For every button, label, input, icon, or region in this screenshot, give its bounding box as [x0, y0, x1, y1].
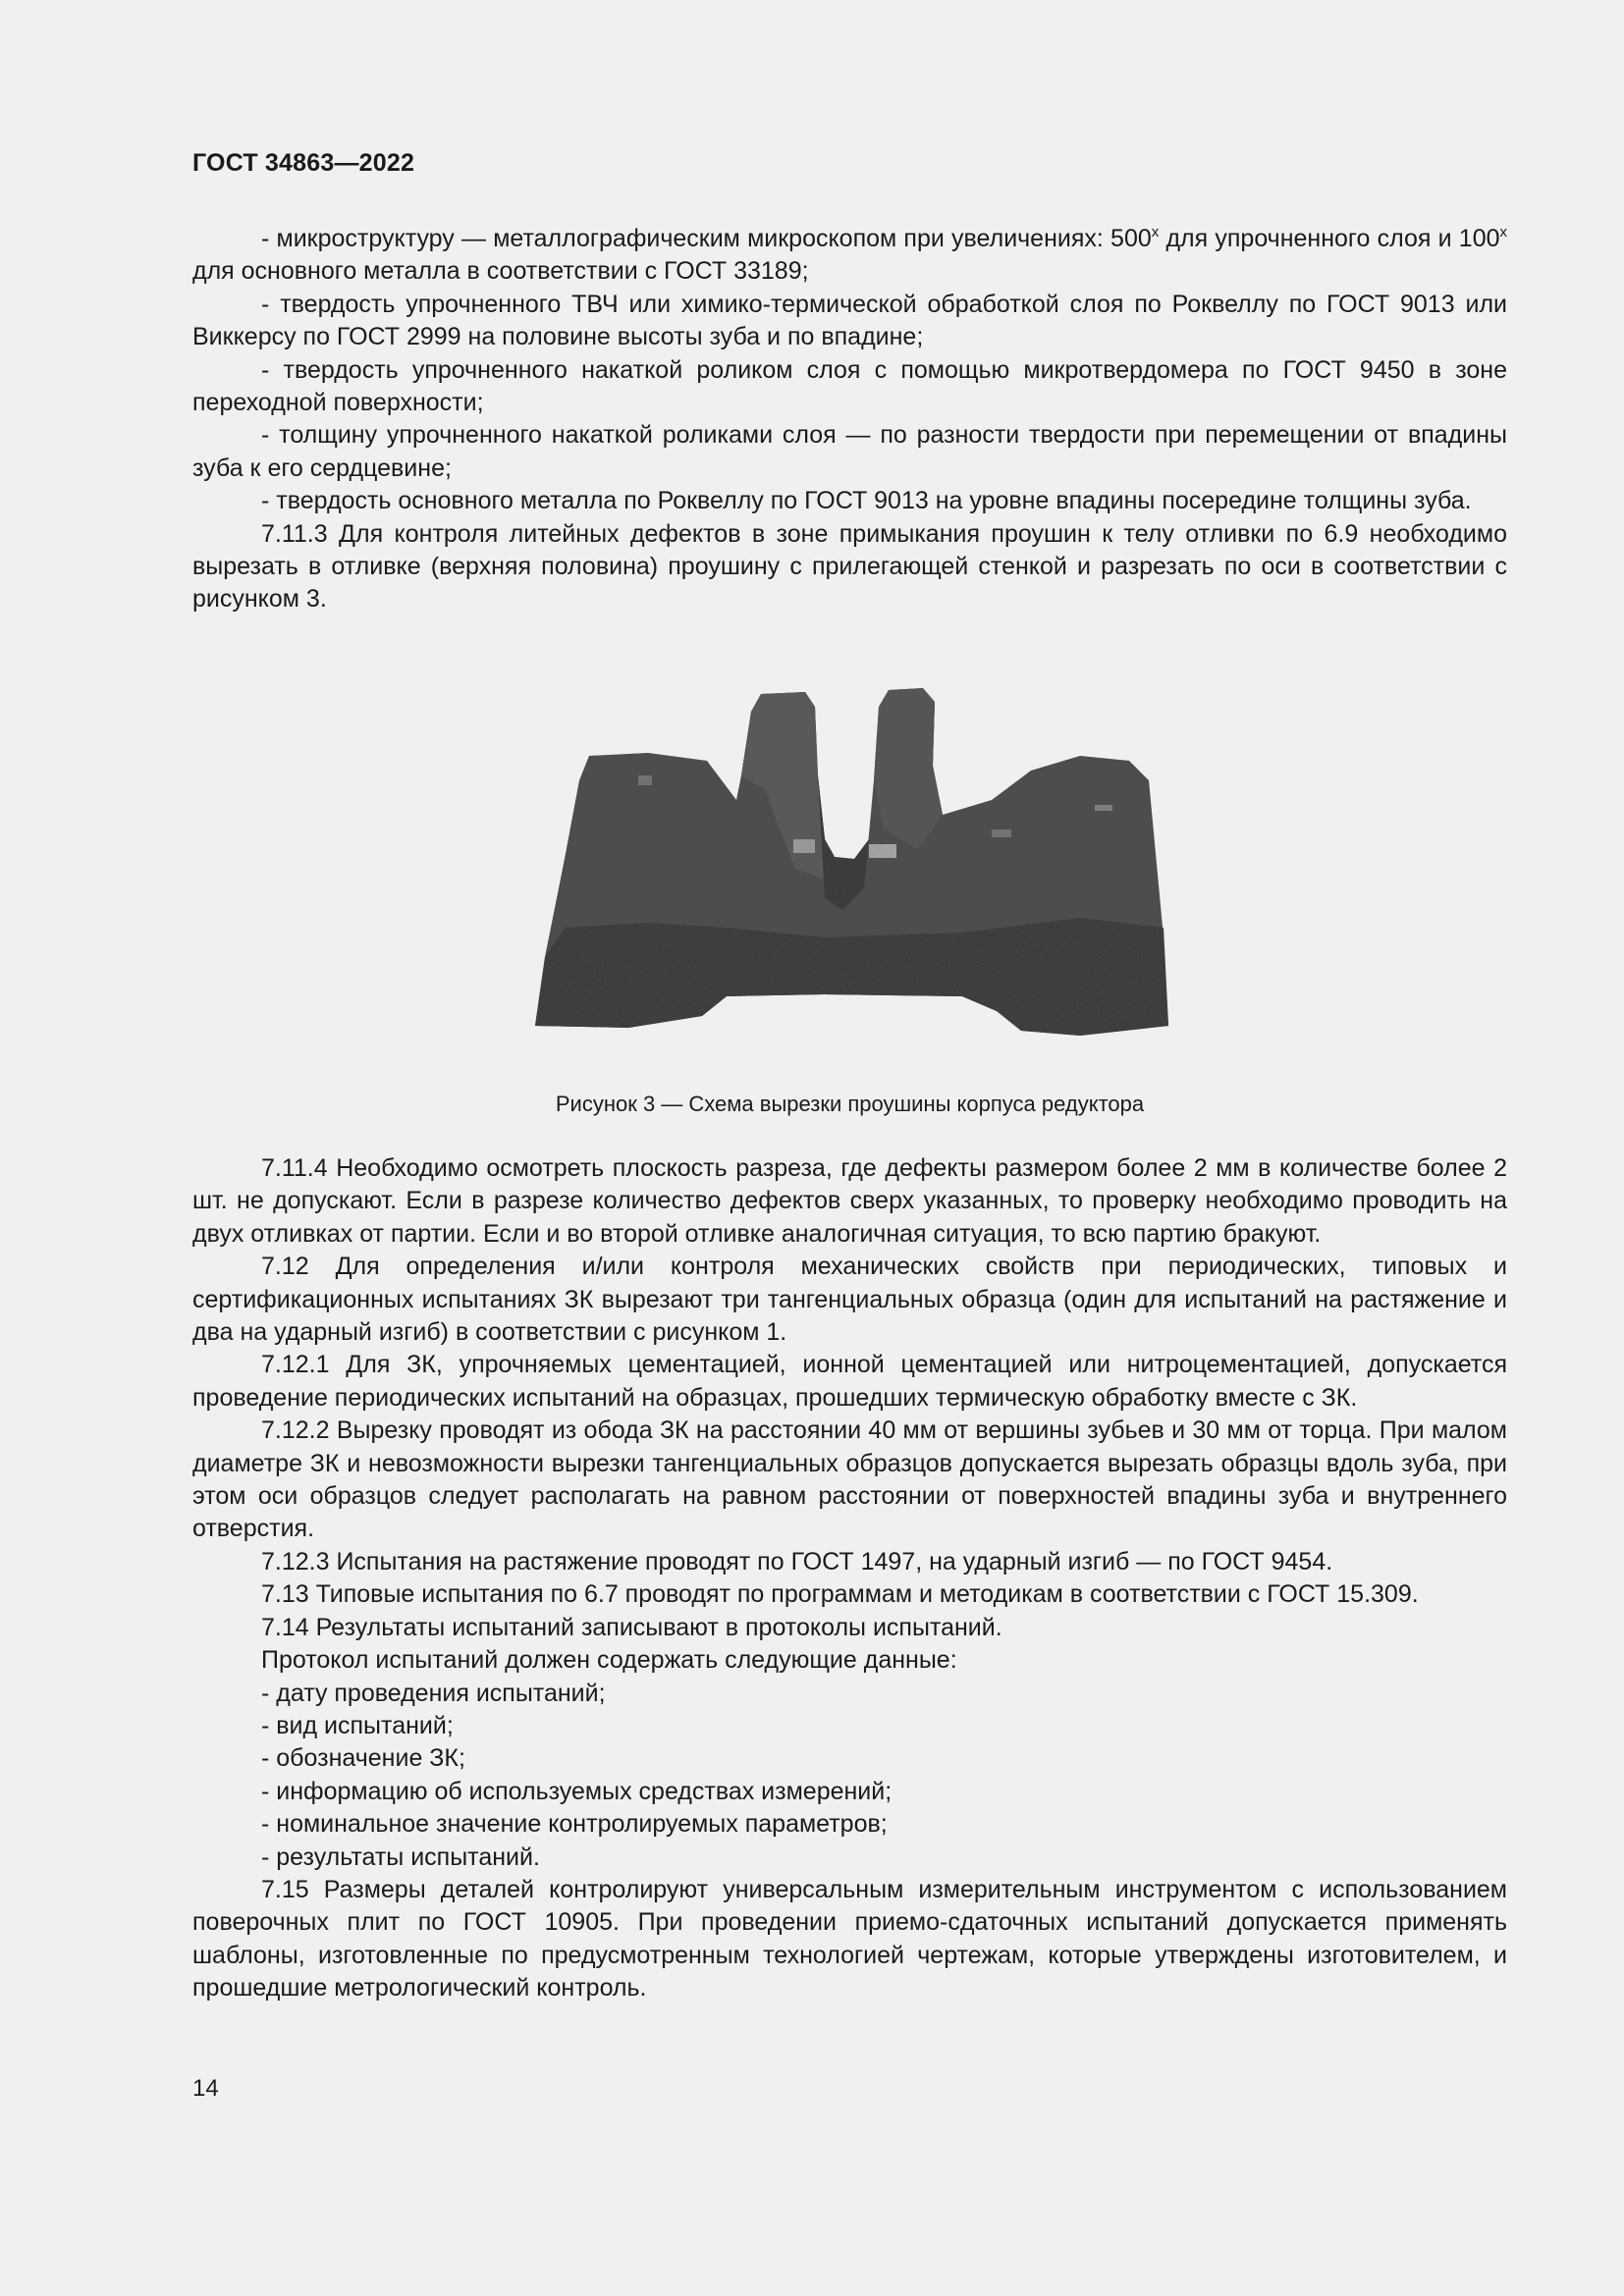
text-block-bottom: [192, 1152, 1507, 2005]
list-item: - вид испытаний;: [261, 1711, 454, 1739]
paragraph-microstructure: - микроструктуру — металлографическим микроскопом при увеличениях: $500^х$ для упрочненного слоя и $100^х$ для основного металла в соответствии с ГОСТ 33189;: [192, 224, 1507, 286]
list-item: - твердость упрочненного ТВЧ или химико-термической обработкой слоя по Роквеллу по ГОСТ 9013 или Виккерсу по ГОСТ 2999 на половине высоты зуба и по впадине;: [192, 290, 1507, 351]
list-item: - твердость упрочненного накаткой роликом слоя с помощью микротвердомера по ГОСТ 9450 в зоне переходной поверхности;: [192, 355, 1507, 417]
list-item: - обозначение ЗК;: [261, 1744, 465, 1773]
paragraph-7-12-2: 7.12.2 Вырезку проводят из обода ЗК на расстоянии 40 мм от вершины зубьев и 30 мм от торца. При малом диаметре ЗК и невозможности вырезки тангенциальных образцов допускается вырезать образцы вдоль зуба, при этом оси образцов следует располагать на равном расстоянии от поверхностей впадины зуба и внутреннего отверстия.: [192, 1416, 1507, 1543]
page-number: 14: [192, 2075, 219, 2102]
paragraph-7-11-4: 7.11.4 Необходимо осмотреть плоскость разреза, где дефекты размером более 2 мм в количестве более 2 шт. не допускают. Если в разрезе количество дефектов сверх указанных, то проверку необходимо проводить на двух отливках от партии. Если и во второй отливке аналогичная ситуация, то всю партию бракуют.: [192, 1154, 1507, 1248]
list-item: - информацию об используемых средствах измерений;: [261, 1777, 893, 1805]
figure-caption: Рисунок 3 — Схема вырезки проушины корпуса редуктора: [555, 1092, 1145, 1116]
list-item: - результаты испытаний.: [261, 1842, 540, 1871]
page-header: ГОСТ 34863—2022: [192, 149, 415, 177]
protocol-intro: Протокол испытаний должен содержать следующие данные:: [261, 1646, 957, 1675]
paragraph-7-12-3: 7.12.3 Испытания на растяжение проводят по ГОСТ 1497, на ударный изгиб — по ГОСТ 9454.: [261, 1547, 1333, 1575]
text-block-top: [192, 223, 1507, 616]
paragraph-7-12-1: 7.12.1 Для ЗК, упрочняемых цементацией, ионной цементацией или нитроцементацией, допускается проведение периодических испытаний на образцах, прошедших термическую обработку вместе с ЗК.: [192, 1351, 1507, 1412]
list-item: - номинальное значение контролируемых параметров;: [261, 1810, 888, 1839]
paragraph-7-12: 7.12 Для определения и/или контроля механических свойств при периодических, типовых и сертификационных испытаниях ЗК вырезают три тангенциальных образца (один для испытаний на растяжение и два на ударный изгиб) в соответствии с рисунком 1.: [192, 1253, 1507, 1347]
paragraph-7-14: 7.14 Результаты испытаний записывают в протоколы испытаний.: [261, 1613, 1002, 1641]
list-item: - твердость основного металла по Роквеллу по ГОСТ 9013 на уровне впадины посередине толщины зуба.: [261, 487, 1472, 515]
figure-3-casting-lug-image: [530, 682, 1173, 1050]
paragraph-7-11-3: 7.11.3 Для контроля литейных дефектов в зоне примыкания проушин к телу отливки по 6.9 необходимо вырезать в отливке (верхняя половина) проушину с прилегающей стенкой и разрезать по оси в соответствии с рисунком 3.: [192, 519, 1507, 614]
list-item: - дату проведения испытаний;: [261, 1679, 606, 1707]
paragraph-7-13: 7.13 Типовые испытания по 6.7 проводят по программам и методикам в соответствии с ГОСТ 15.309.: [261, 1580, 1419, 1609]
list-item: - толщину упрочненного накаткой роликами слоя — по разности твердости при перемещении от впадины зуба к его сердцевине;: [192, 421, 1507, 482]
paragraph-7-15: 7.15 Размеры деталей контролируют универсальным измерительным инструментом с использованием поверочных плит по ГОСТ 10905. При проведении приемо-сдаточных испытаний допускается применять шаблоны, изготовленные по предусмотренным технологией чертежам, которые утверждены изготовителем, и прошедшие метрологический контроль.: [192, 1875, 1507, 2002]
